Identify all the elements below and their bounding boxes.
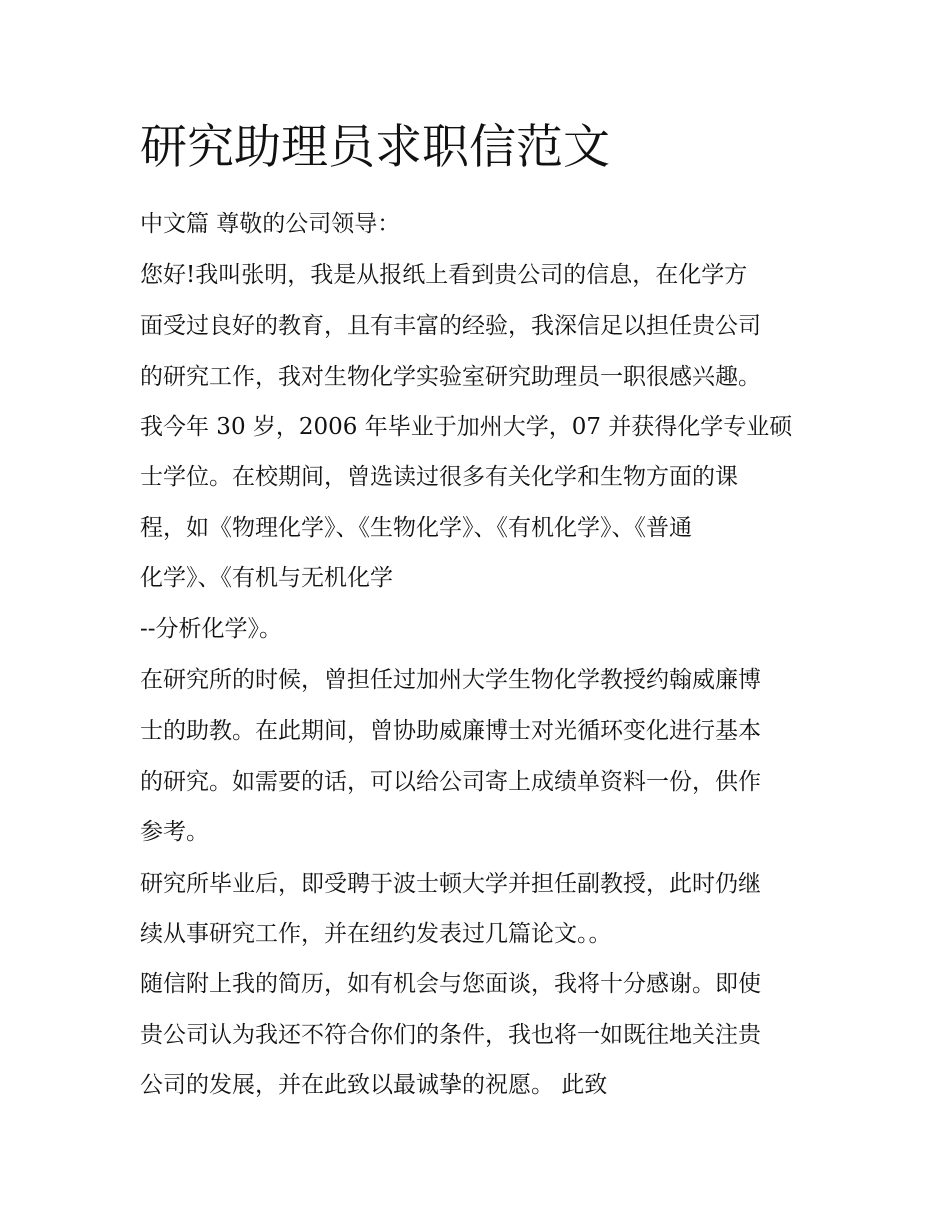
text-line: 我今年 30 岁，2006 年毕业于加州大学，07 并获得化学专业硕 (140, 414, 793, 440)
text-line: 随信附上我的简历，如有机会与您面谈，我将十分感谢。即使 (140, 971, 761, 997)
document-title: 研究助理员求职信范文 (140, 120, 610, 175)
text-line: 研究所毕业后，即受聘于波士顿大学并担任副教授，此时仍继 (140, 871, 761, 897)
text-line: 士的助教。在此期间，曾协助威廉博士对光循环变化进行基本 (140, 718, 761, 744)
text-line: 参考。 (140, 819, 209, 845)
text-line: 贵公司认为我还不符合你们的条件，我也将一如既往地关注贵 (140, 1022, 761, 1048)
text-line: 士学位。在校期间，曾选读过很多有关化学和生物方面的课 (140, 464, 738, 490)
text-line: 的研究。如需要的话，可以给公司寄上成绩单资料一份，供作 (140, 769, 761, 795)
text-line: --分析化学》。 (140, 616, 283, 642)
text-line: 公司的发展，并在此致以最诚挚的祝愿。 此致 (140, 1072, 608, 1098)
text-line: 程，如《物理化学》、《生物化学》、《有机化学》、《普通 (140, 515, 692, 541)
text-line: 中文篇 尊敬的公司领导： (140, 211, 401, 237)
text-line: 化学》、《有机与无机化学 (140, 565, 393, 591)
text-line: 您好!我叫张明，我是从报纸上看到贵公司的信息，在化学方 (140, 262, 748, 288)
text-line: 的研究工作，我对生物化学实验室研究助理员一职很感兴趣。 (140, 364, 761, 390)
text-line: 续从事研究工作，并在纽约发表过几篇论文。。 (140, 921, 612, 947)
text-line: 在研究所的时候，曾担任过加州大学生物化学教授约翰威廉博 (140, 667, 761, 693)
text-line: 面受过良好的教育，且有丰富的经验，我深信足以担任贵公司 (140, 313, 761, 339)
